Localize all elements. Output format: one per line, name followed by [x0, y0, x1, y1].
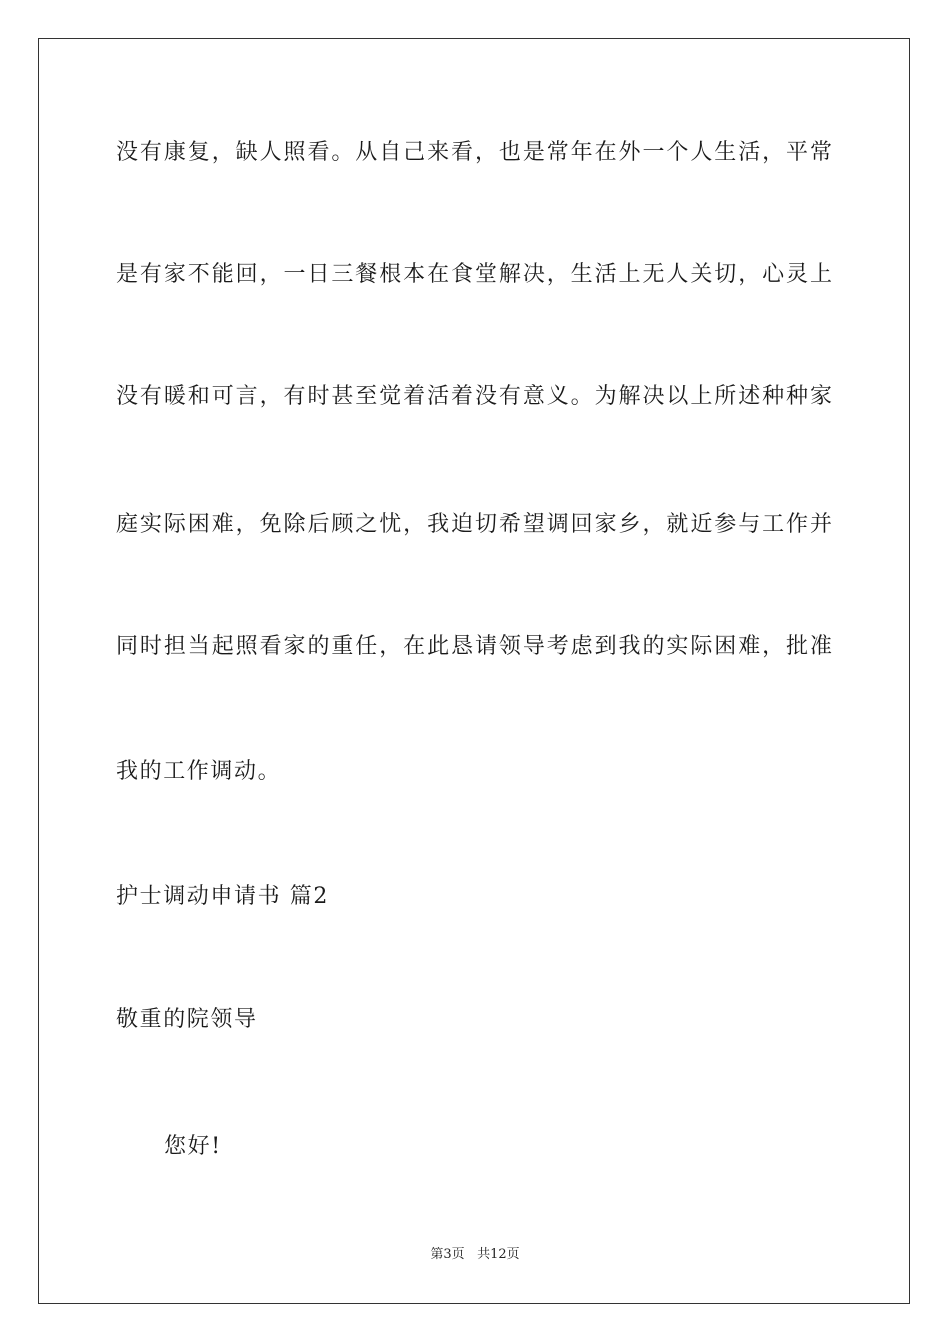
- page-footer: [0, 1246, 950, 1264]
- paragraph-line-2: 是有家不能回，一日三餐根本在食堂解决，生活上无人关切，心灵上: [116, 262, 832, 287]
- paragraph-line-3: 没有暖和可言，有时甚至觉着活着没有意义。为解决以上所述种种家: [116, 384, 832, 409]
- paragraph-line-1: 没有康复，缺人照看。从自己来看，也是常年在外一个人生活，平常: [116, 140, 832, 165]
- greeting: 您好!: [164, 1134, 222, 1159]
- paragraph-line-6: 我的工作调动。: [116, 759, 282, 784]
- salutation: 敬重的院领导: [116, 1007, 258, 1032]
- section-title: 护士调动申请书 篇2: [116, 884, 329, 909]
- page-number: 第3页: [430, 1247, 465, 1262]
- paragraph-line-5: 同时担当起照看家的重任，在此恳请领导考虑到我的实际困难，批准: [116, 634, 832, 659]
- paragraph-line-4: 庭实际困难，免除后顾之忧，我迫切希望调回家乡，就近参与工作并: [116, 512, 832, 537]
- page-border: [38, 38, 910, 1304]
- page-total: 共12页: [477, 1247, 520, 1262]
